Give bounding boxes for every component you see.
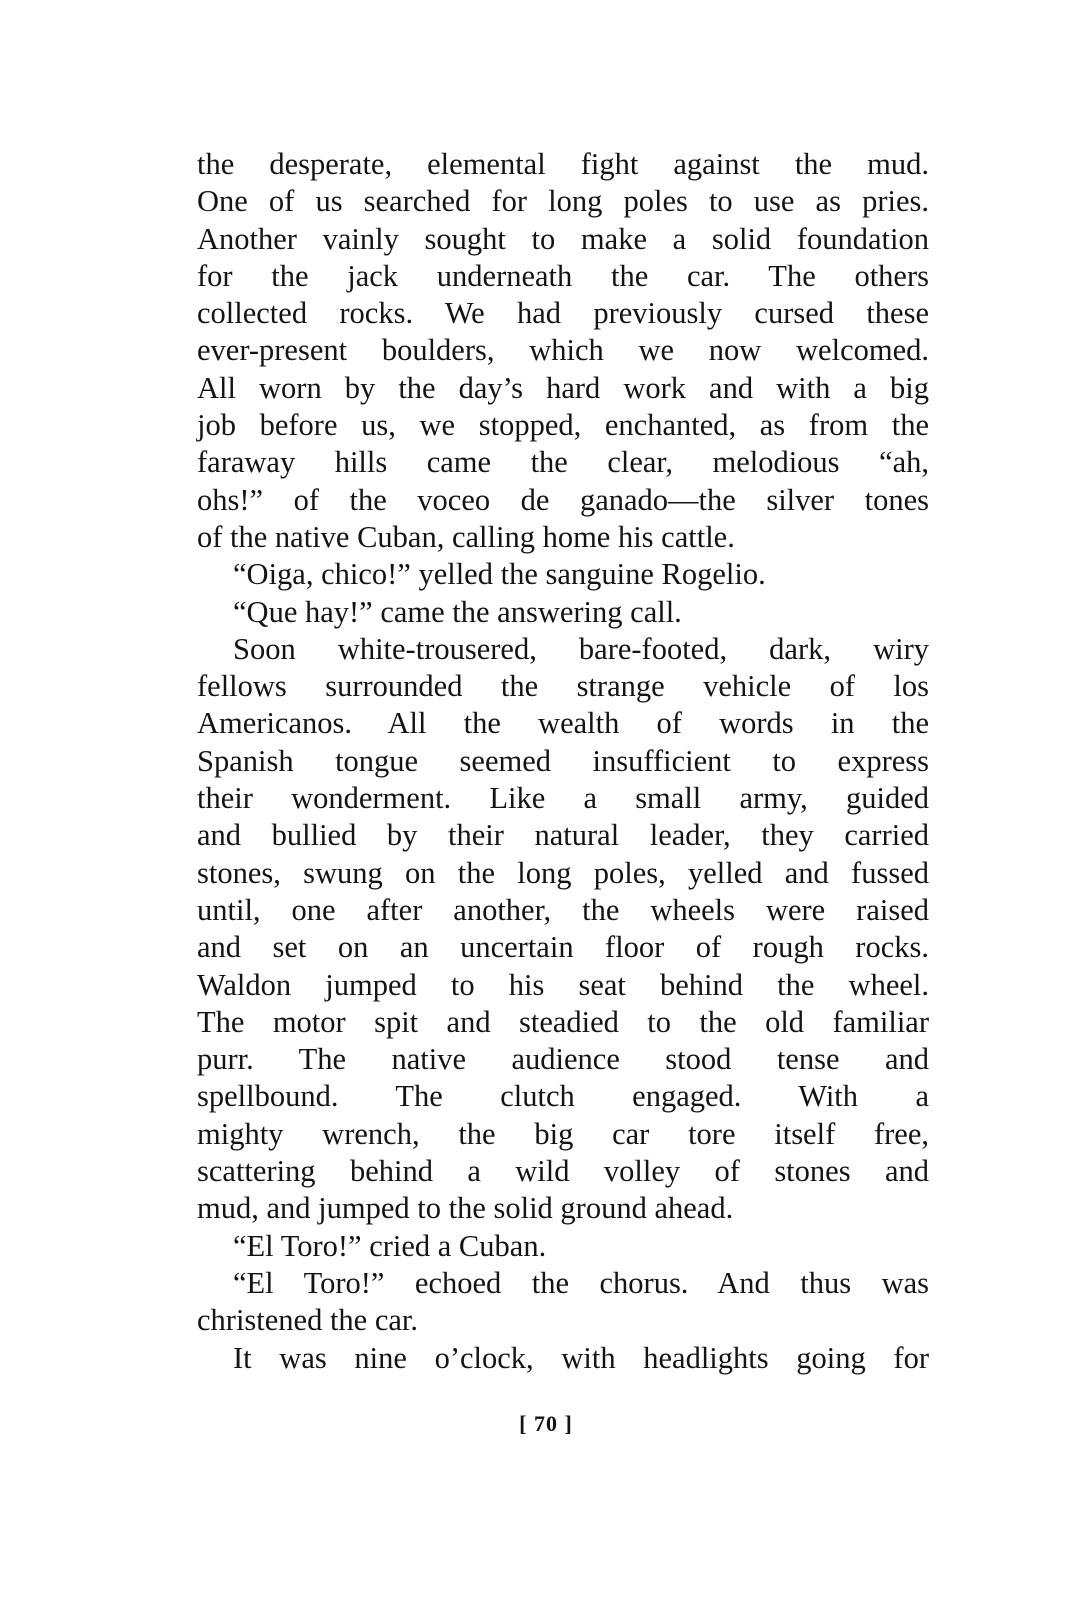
text-line: and set on an uncertain floor of rough rocks. (197, 930, 929, 965)
text-line: job before us, we stopped, enchanted, as from the (197, 408, 929, 443)
text-line: for the jack underneath the car. The others (197, 258, 929, 293)
text-line: Spanish tongue seemed insufficient to express (197, 743, 929, 778)
text-line: scattering behind a wild volley of stones and (197, 1154, 929, 1189)
text-line: until, one after another, the wheels were raised (197, 892, 929, 927)
text-line: “Que hay!” came the answering call. (233, 594, 682, 629)
text-line: faraway hills came the clear, melodious “ah, (197, 445, 929, 480)
text-line: fellows surrounded the strange vehicle of los (197, 669, 929, 704)
text-line: spellbound. The clutch engaged. With a (197, 1079, 929, 1114)
page-number: [ 70 ] (519, 1411, 573, 1436)
text-line: stones, swung on the long poles, yelled and fussed (197, 855, 929, 890)
text-line: ohs!” of the voceo de ganado—the silver tones (197, 482, 929, 517)
text-line: mud, and jumped to the solid ground ahead. (197, 1191, 734, 1226)
text-line: christened the car. (197, 1303, 419, 1338)
text-line: Waldon jumped to his seat behind the wheel. (197, 967, 929, 1002)
text-line: and bullied by their natural leader, they carried (197, 818, 929, 853)
text-line: “El Toro!” echoed the chorus. And thus was (233, 1265, 929, 1300)
text-line: It was nine o’clock, with headlights going for (233, 1340, 929, 1375)
text-line: the desperate, elemental fight against the mud. (197, 147, 929, 181)
text-line: Another vainly sought to make a solid foundation (197, 221, 929, 256)
text-line: purr. The native audience stood tense and (197, 1042, 929, 1077)
text-line: The motor spit and steadied to the old familiar (197, 1004, 929, 1039)
text-line: “El Toro!” cried a Cuban. (233, 1228, 547, 1263)
text-line: their wonderment. Like a small army, guided (197, 781, 929, 816)
text-line: “Oiga, chico!” yelled the sanguine Rogelio. (233, 557, 766, 592)
text-line: All worn by the day’s hard work and with a big (197, 370, 929, 405)
text-line: ever-present boulders, which we now welcomed. (197, 333, 929, 368)
text-line: One of us searched for long poles to use as pries. (197, 184, 929, 219)
text-line: of the native Cuban, calling home his cattle. (197, 519, 735, 554)
text-line: collected rocks. We had previously cursed these (197, 296, 929, 331)
text-line: Americanos. All the wealth of words in the (197, 706, 929, 741)
text-line: mighty wrench, the big car tore itself free, (197, 1116, 929, 1151)
body-text (197, 146, 929, 1377)
text-line: Soon white-trousered, bare-footed, dark, wiry (233, 631, 929, 666)
